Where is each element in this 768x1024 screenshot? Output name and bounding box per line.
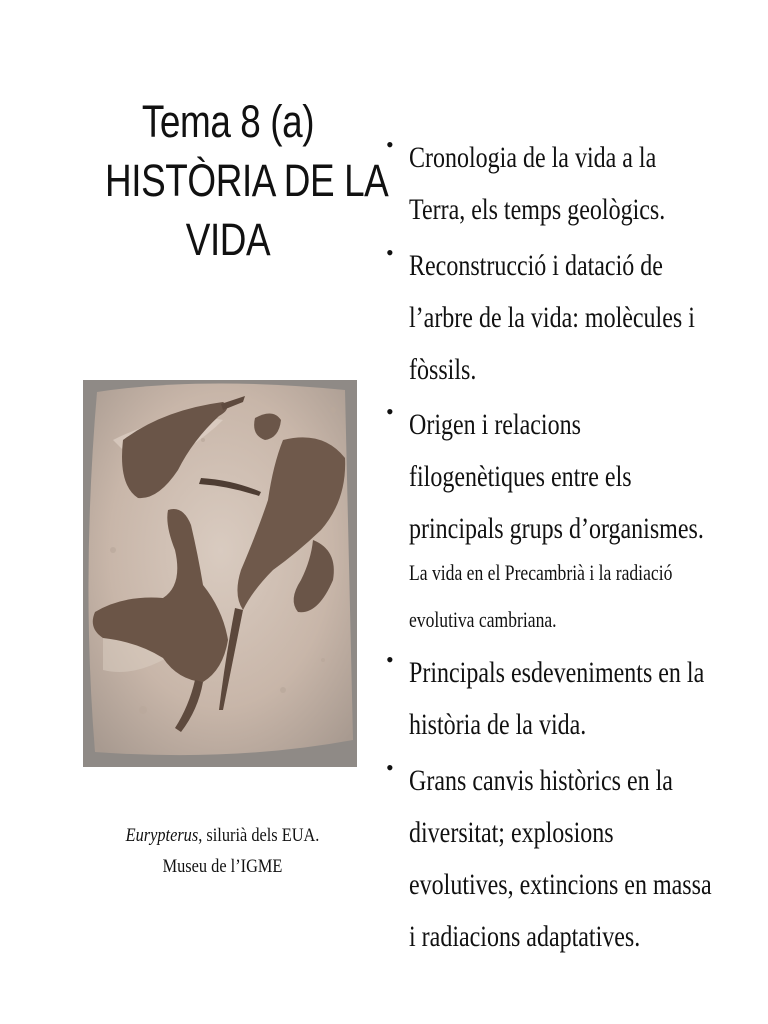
title-line-3: VIDA [185, 214, 271, 265]
list-item-subline: La vida en el Precambrià i la radiació [409, 560, 673, 585]
list-item-line: filogenètiques entre els [409, 460, 632, 493]
title-line-2: HISTÒRIA DE LA [105, 155, 389, 206]
caption-line-1 [117, 820, 328, 851]
bullet-icon: • [386, 647, 394, 672]
list-item [382, 647, 752, 751]
caption-line-2: Museu de l’IGME [162, 856, 283, 877]
list-item-text [409, 240, 761, 396]
list-item-line: Principals esdeveniments en la [409, 656, 705, 689]
list-item-text [409, 755, 761, 963]
list-item-line: evolutives, extincions en massa [409, 868, 712, 901]
list-item-line: i radiacions adaptatives. [409, 920, 641, 953]
eurypterus-fossil-illustration [83, 380, 357, 767]
bullet-icon: • [386, 132, 394, 157]
slide-title [105, 92, 389, 269]
list-item-subtext [409, 549, 761, 643]
list-item-line: història de la vida. [409, 708, 587, 741]
list-item-line: l’arbre de la vida: molècules i [409, 301, 695, 334]
list-item-subline: evolutiva cambriana. [409, 607, 557, 632]
list-item-text [409, 132, 761, 236]
topic-list [382, 132, 752, 963]
list-item-line: Cronologia de la vida a la [409, 141, 657, 174]
list-item-line: Terra, els temps geològics. [409, 193, 666, 226]
list-item-line: fòssils. [409, 353, 477, 386]
list-item [382, 755, 752, 963]
bullet-icon: • [386, 240, 394, 265]
photo-caption [117, 820, 328, 882]
list-item-line: Grans canvis històrics en la [409, 764, 673, 797]
list-item [382, 399, 752, 643]
caption-line-1-rest: , silurià dels EUA. [198, 825, 320, 846]
list-item [382, 240, 752, 396]
bullet-icon: • [386, 755, 394, 780]
list-item-line: Origen i relacions [409, 408, 581, 441]
caption-species: Eurypterus [125, 825, 199, 846]
fossil-photo [83, 380, 357, 767]
list-item-line: diversitat; explosions [409, 816, 614, 849]
list-item-line: Reconstrucció i datació de [409, 249, 663, 282]
list-item [382, 132, 752, 236]
bullet-icon: • [386, 399, 394, 424]
list-item-text [409, 647, 761, 751]
title-line-1: Tema 8 (a) [141, 96, 315, 147]
list-item-line: principals grups d’organismes. [409, 512, 704, 545]
list-item-text [409, 399, 761, 555]
